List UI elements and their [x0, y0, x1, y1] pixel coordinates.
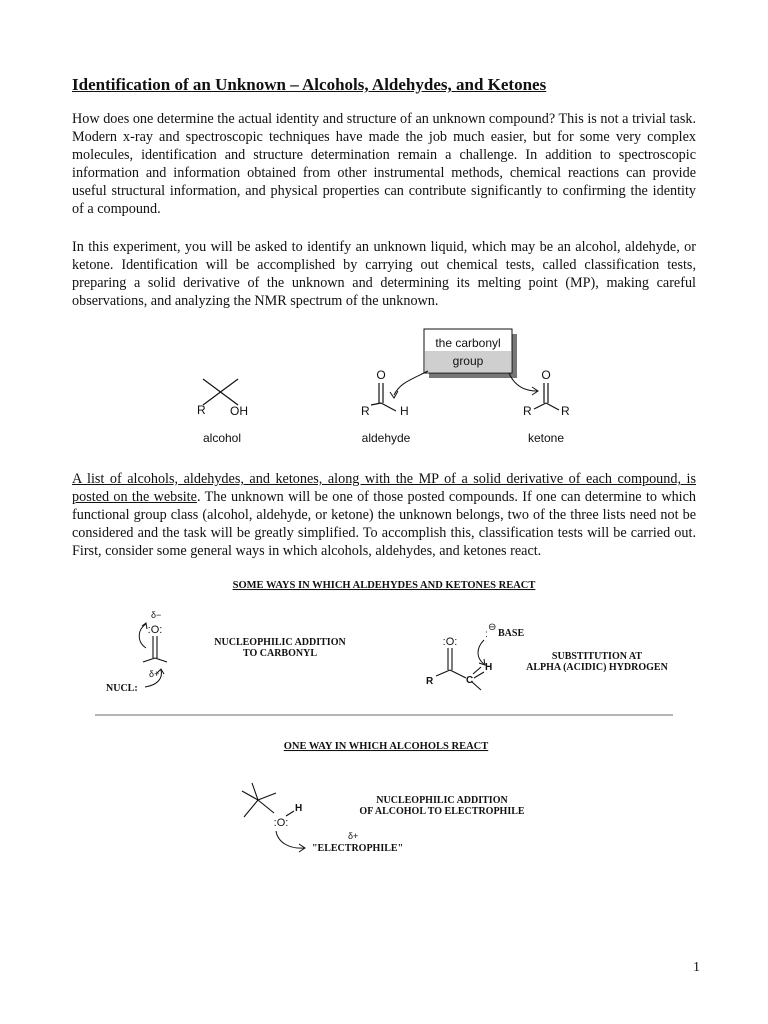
aldehyde-ketone-reactions-figure — [0, 574, 768, 699]
delta-plus-label: δ+ — [149, 669, 160, 679]
electrophile-label: "ELECTROPHILE" — [312, 843, 404, 854]
alcohol-r-label: R — [197, 403, 206, 417]
nucleophile-label: NUCL: — [106, 683, 138, 694]
ketone-structure — [523, 368, 570, 418]
alcohol-hydrogen-label: H — [295, 803, 303, 814]
callout-arrow-left — [394, 371, 428, 395]
alcohol-reaction-heading: ONE WAY IN WHICH ALCOHOLS REACT — [283, 741, 489, 752]
aldehyde-h-label: H — [400, 404, 409, 418]
carbonyl-oxygen-label: :O: — [147, 624, 163, 636]
aldehyde-label: aldehyde — [361, 431, 411, 445]
page-number: 1 — [693, 960, 700, 975]
base-charge-label: ⊖ — [488, 622, 497, 633]
alcohol-label: alcohol — [202, 431, 242, 445]
list-paragraph — [72, 470, 696, 560]
document-title: Identification of an Unknown – Alcohols, Aldehydes, and Ketones — [72, 75, 547, 94]
intro-paragraph: How does one determine the actual identity and structure of an unknown compound? This is not a trivial task. Modern x-ray and spectroscopic techniques have made the job much easier, but for some very complex molecules, identification and structure determination remain a challenge. In addition to spectroscopic information and information obtained from other instrumental methods, chemical reactions can provide useful structural information, and physical properties can contribute significantly to confirming the identity of a compound. — [72, 111, 696, 217]
ketone-r-right-label: R — [561, 404, 570, 418]
substitution-line1: SUBSTITUTION AT — [551, 651, 643, 662]
alpha-carbon-label: C — [466, 675, 474, 686]
nucleophilic-addition-structure — [106, 610, 167, 694]
ketone-r-left-label: R — [523, 404, 532, 418]
alcohol-addition-line1: NUCLEOPHILIC ADDITION — [376, 795, 508, 806]
alcohol-reaction-figure — [0, 735, 768, 865]
figure-separator — [0, 713, 768, 717]
carbonyl-callout-line1: the carbonyl — [435, 336, 501, 350]
base-lone-pair: : — [485, 629, 488, 640]
alpha-r-label: R — [426, 676, 434, 687]
aldehyde-r-label: R — [361, 404, 370, 418]
alcohol-structure — [197, 379, 248, 418]
experiment-paragraph: In this experiment, you will be asked to identify an unknown liquid, which may be an alcohol, aldehyde, or ketone. Identification will be accomplished by carrying out chemical tests, called classification tests, preparing a solid derivative of the unknown and determining its melting point (MP), making careful observations, and analyzing the NMR spectrum of the unknown. — [72, 239, 696, 309]
ketone-label: ketone — [527, 431, 565, 445]
aldehyde-o-label: O — [376, 368, 386, 382]
functional-groups-figure — [0, 325, 768, 455]
alpha-hydrogen-label: H — [485, 662, 493, 673]
nucleophilic-addition-line2: TO CARBONYL — [243, 648, 317, 659]
aldehyde-ketone-heading: SOME WAYS IN WHICH ALDEHYDES AND KETONES REACT — [232, 580, 536, 591]
base-label: BASE — [498, 628, 525, 639]
electrophile-delta-plus: δ+ — [348, 831, 359, 841]
ketone-o-label: O — [541, 368, 551, 382]
website-list-reference: A list of alcohols, aldehydes, and ketones, along with the MP of a solid derivative of each compound, is posted on the website — [72, 471, 696, 505]
list-paragraph-rest: . The unknown will be one of those posted compounds. If one can determine to which functional group class (alcohol, aldehyde, or ketone) the unknown belongs, two of the three lists need not be considered and the task will be greatly simplified. To accomplish this, classification tests will be carried out. First, consider some general ways in which alcohols, aldehydes, and ketones react. — [72, 489, 696, 559]
carbonyl-callout-line2: group — [452, 354, 484, 368]
nucleophilic-addition-line1: NUCLEOPHILIC ADDITION — [214, 637, 346, 648]
alpha-substitution-structure — [426, 622, 524, 690]
aldehyde-structure — [361, 368, 409, 418]
alcohol-addition-line2: OF ALCOHOL TO ELECTROPHILE — [359, 806, 525, 817]
alcohol-nucleophile-structure — [242, 783, 305, 852]
alcohol-oxygen-label: :O: — [273, 817, 289, 829]
alcohol-oh-label: OH — [230, 404, 248, 418]
substitution-line2: ALPHA (ACIDIC) HYDROGEN — [526, 662, 668, 673]
delta-minus-label: δ− — [151, 610, 162, 620]
alpha-oxygen-label: :O: — [442, 636, 458, 648]
